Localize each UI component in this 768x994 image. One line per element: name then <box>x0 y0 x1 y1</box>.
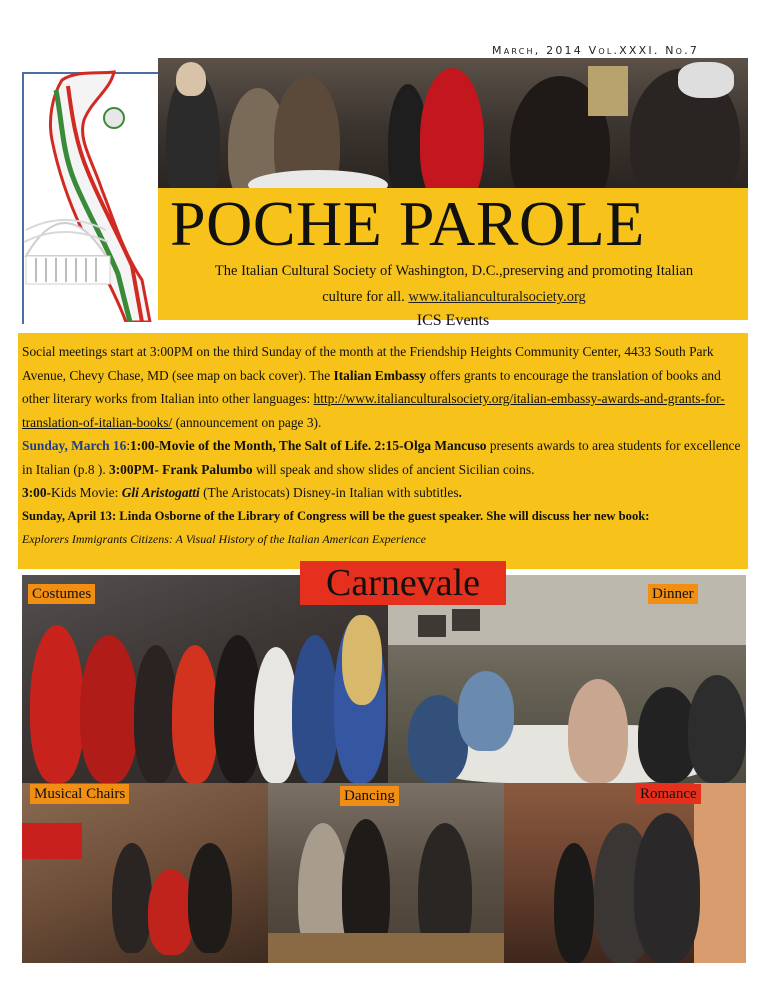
events-heading: ICS Events <box>416 312 490 329</box>
grants-text: offers grants to encourage the translation of books and other literary works from Italian into other languages: <box>22 367 721 406</box>
kids-time: 3:00- <box>22 485 52 500</box>
italy-capitol-logo <box>22 60 158 322</box>
palumbo-label: 3:00PM- Frank Palumbo <box>109 461 253 477</box>
march-colon: : <box>126 438 131 453</box>
april-date: Sunday, April 13 <box>22 508 112 523</box>
dinner-label: Dinner <box>648 584 698 604</box>
italian-embassy-label: Italian Embassy <box>333 367 427 383</box>
tagline-line-1: The Italian Cultural Society of Washington, D.C.,preserving and promoting Italian <box>214 263 694 279</box>
newsletter-title: POCHE PAROLE <box>170 188 645 259</box>
events-paragraph-kids <box>22 481 746 505</box>
events-paragraph-april <box>22 505 746 529</box>
carnevale-heading: Carnevale <box>300 561 506 605</box>
kids-movie-title: Gli Aristogatti <box>121 485 200 500</box>
events-paragraph-meetings <box>22 340 746 434</box>
march-date: Sunday, March 16 <box>22 438 127 453</box>
dinner-photo <box>388 575 746 783</box>
awards-text: presents awards to area students for excellence in Italian (p.8 ). <box>22 438 741 477</box>
events-paragraph-march <box>22 434 746 481</box>
dancing-label: Dancing <box>340 786 399 806</box>
kids-movie-note: (The Aristocats) Disney-in Italian with subtitles <box>199 485 459 500</box>
issue-date-volume: March, 2014 Vol.XXXI. No.7 <box>492 44 700 57</box>
kids-period: . <box>458 485 462 500</box>
march-schedule: 1:00-Movie of the Month, The Salt of Life. 2:15-Olga Mancuso <box>130 438 487 453</box>
musical-chairs-label: Musical Chairs <box>30 784 129 804</box>
events-paragraph-book: Explorers Immigrants Citizens: A Visual History of the Italian American Experience <box>22 532 426 546</box>
costumes-photo <box>22 575 388 783</box>
costumes-label: Costumes <box>28 584 95 604</box>
society-tagline <box>160 258 748 310</box>
masquerade-party-photo <box>158 58 748 188</box>
musical-chairs-photo <box>22 783 268 963</box>
society-website-link[interactable]: www.italianculturalsociety.org <box>408 289 586 305</box>
meetings-intro: Social meetings start at 3:00PM on the third Sunday of the month at the Friendship Heights Community Center, 4433 South Park Avenue, Chevy Chase, MD (see map on back cover). The <box>22 344 714 383</box>
april-speaker-text: : Linda Osborne of the Library of Congress will be the guest speaker. She will discuss her new book: <box>111 508 650 523</box>
events-text <box>22 340 746 552</box>
tagline-line-2: culture for all. <box>322 289 405 305</box>
romance-label: Romance <box>636 784 701 804</box>
translation-grants-link[interactable]: http://www.italianculturalsociety.org/italian-embassy-awards-and-grants-for-translation-of-italian-books/ <box>22 391 725 430</box>
announcement-note: (announcement on page 3). <box>172 414 322 430</box>
romance-photo <box>504 783 746 963</box>
dancing-photo <box>268 783 504 963</box>
kids-movie-label: Kids Movie: <box>51 485 122 500</box>
coins-text: will speak and show slides of ancient Sicilian coins. <box>252 461 535 477</box>
